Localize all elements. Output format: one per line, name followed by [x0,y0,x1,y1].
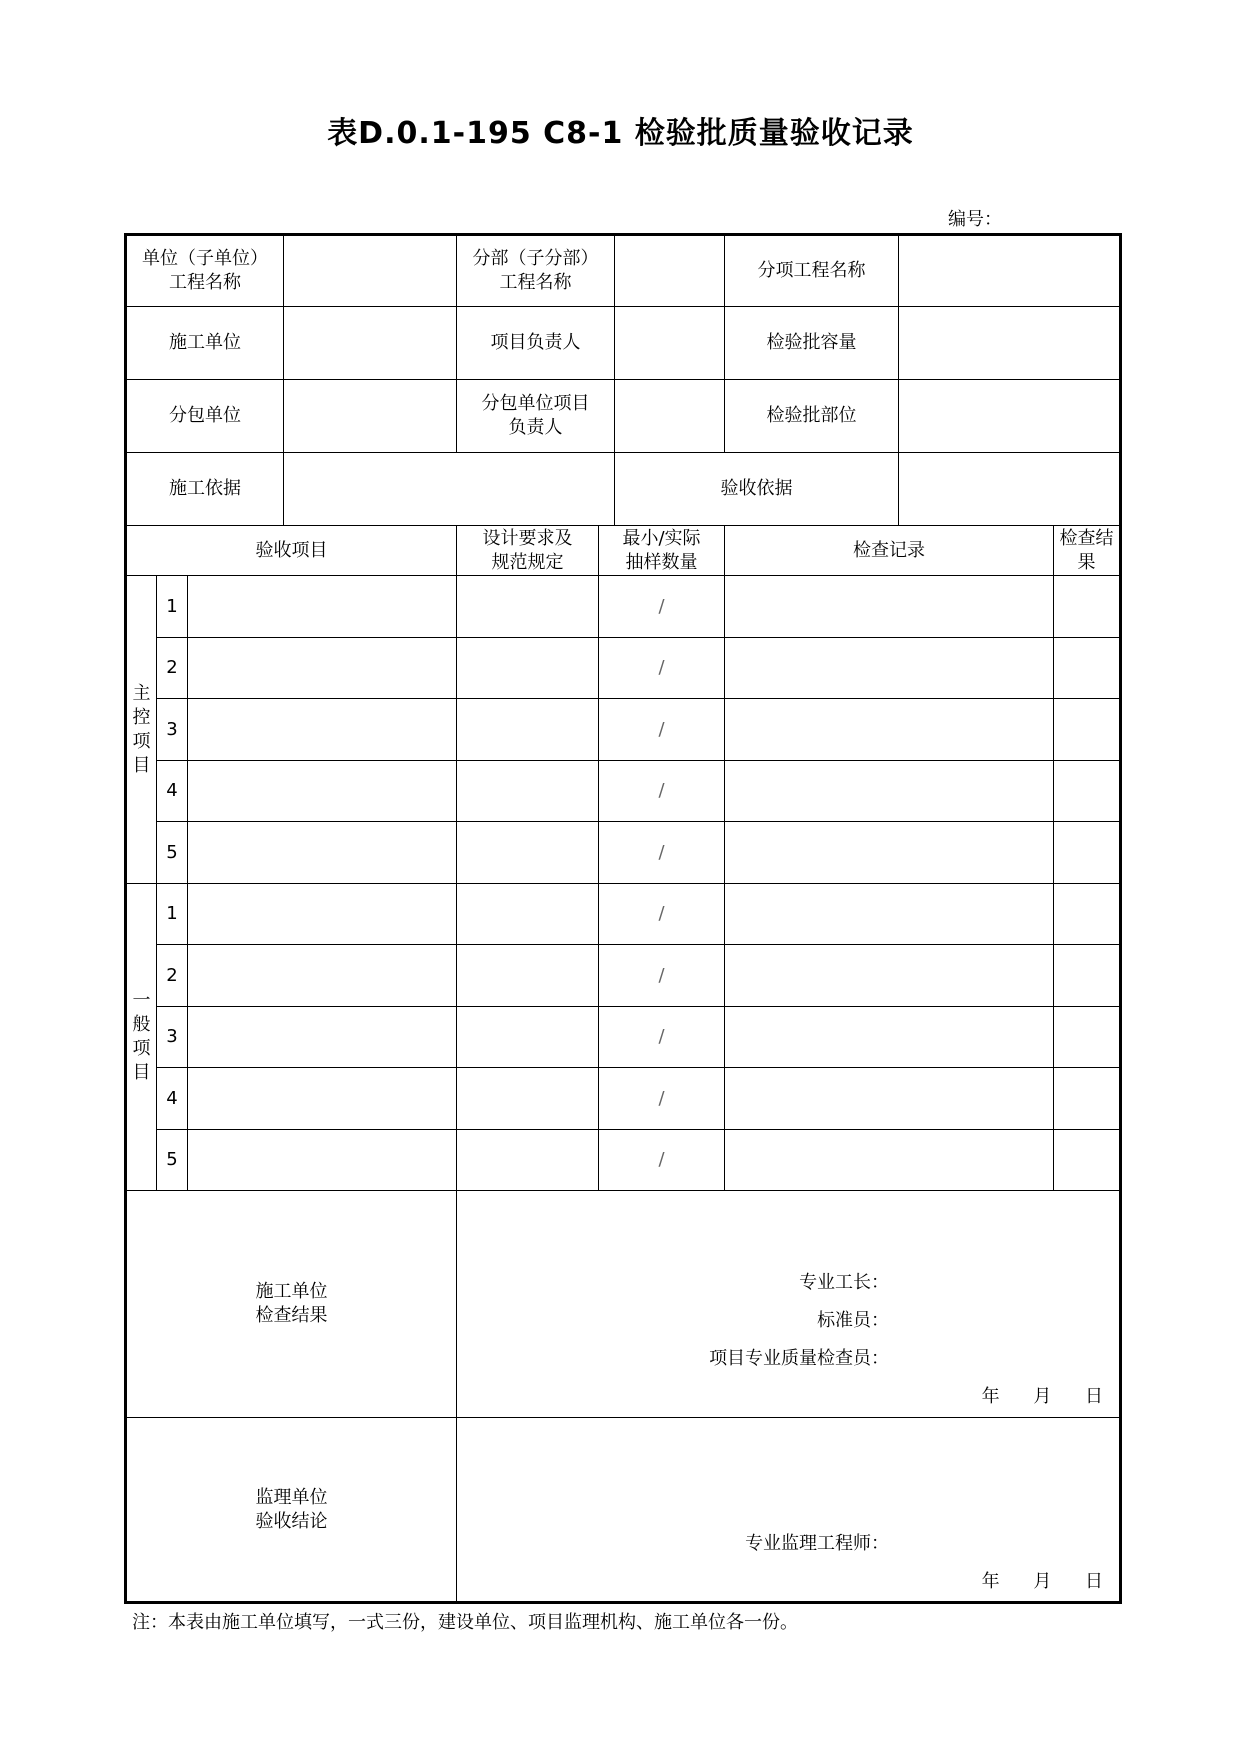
row-number: 2 [157,945,188,1007]
item-field[interactable] [188,945,457,1007]
quality-inspector-signature-label: 项目专业质量检查员： [709,1348,890,1369]
acceptance-basis-field[interactable] [899,453,1121,526]
sub-division-name-label: 分部（子分部） 工程名称 [457,235,615,307]
design-requirement-field[interactable] [457,884,599,945]
column-header-item: 验收项目 [126,526,457,576]
sample-quantity-field[interactable]: / [599,884,725,945]
supervision-conclusion-label: 监理单位 验收结论 [126,1418,457,1603]
sample-quantity-field[interactable]: / [599,1007,725,1068]
design-requirement-field[interactable] [457,576,599,638]
row-number: 2 [157,638,188,699]
sample-quantity-field[interactable]: / [599,945,725,1007]
check-record-field[interactable] [725,699,1054,761]
row-number: 4 [157,761,188,822]
check-record-field[interactable] [725,945,1054,1007]
acceptance-basis-label: 验收依据 [615,453,899,526]
row-number: 4 [157,1068,188,1130]
footnote: 注：本表由施工单位填写，一式三份，建设单位、项目监理机构、施工单位各一份。 [132,1612,798,1633]
construction-check-result-label: 施工单位 检查结果 [126,1191,457,1418]
check-result-field[interactable] [1054,1130,1121,1191]
check-result-field[interactable] [1054,945,1121,1007]
construction-check-result-area[interactable] [457,1191,1121,1418]
column-header-check-record: 检查记录 [725,526,1054,576]
row-number: 1 [157,576,188,638]
check-record-field[interactable] [725,1130,1054,1191]
row-number: 3 [157,699,188,761]
supervision-date: 年 月 日 [981,1571,1116,1592]
document-number-label: 编号： [948,209,1002,230]
supervision-engineer-signature-label: 专业监理工程师： [745,1533,890,1554]
standard-officer-signature-label: 标准员： [817,1310,890,1331]
construction-unit-field[interactable] [284,307,457,380]
row-number: 1 [157,884,188,945]
column-header-design-requirement: 设计要求及 规范规定 [457,526,599,576]
design-requirement-field[interactable] [457,1068,599,1130]
item-field[interactable] [188,699,457,761]
foreman-signature-label: 专业工长： [799,1272,890,1293]
general-items-label: 一 般 项 目 [126,884,157,1191]
subcontractor-manager-label: 分包单位项目 负责人 [457,380,615,453]
design-requirement-field[interactable] [457,945,599,1007]
unit-project-name-field[interactable] [284,235,457,307]
construction-basis-label: 施工依据 [126,453,284,526]
check-result-field[interactable] [1054,1068,1121,1130]
sample-quantity-field[interactable]: / [599,761,725,822]
item-field[interactable] [188,638,457,699]
project-manager-label: 项目负责人 [457,307,615,380]
check-result-field[interactable] [1054,822,1121,884]
design-requirement-field[interactable] [457,638,599,699]
check-record-field[interactable] [725,1068,1054,1130]
construction-unit-label: 施工单位 [126,307,284,380]
check-record-field[interactable] [725,576,1054,638]
batch-capacity-field[interactable] [899,307,1121,380]
design-requirement-field[interactable] [457,822,599,884]
inspection-form-table [124,233,1122,1604]
item-project-name-field[interactable] [899,235,1121,307]
check-result-field[interactable] [1054,576,1121,638]
check-record-field[interactable] [725,884,1054,945]
item-field[interactable] [188,884,457,945]
row-number: 5 [157,822,188,884]
batch-location-label: 检验批部位 [725,380,899,453]
sample-quantity-field[interactable]: / [599,822,725,884]
check-result-field[interactable] [1054,761,1121,822]
column-header-check-result: 检查结果 [1054,526,1121,576]
item-field[interactable] [188,822,457,884]
item-field[interactable] [188,576,457,638]
item-project-name-label: 分项工程名称 [725,235,899,307]
construction-check-date: 年 月 日 [981,1386,1116,1407]
project-manager-field[interactable] [615,307,725,380]
sample-quantity-field[interactable]: / [599,1130,725,1191]
item-field[interactable] [188,1130,457,1191]
check-record-field[interactable] [725,638,1054,699]
design-requirement-field[interactable] [457,761,599,822]
check-result-field[interactable] [1054,1007,1121,1068]
main-control-items-label: 主 控 项 目 [126,576,157,884]
check-record-field[interactable] [725,761,1054,822]
sample-quantity-field[interactable]: / [599,1068,725,1130]
subcontractor-label: 分包单位 [126,380,284,453]
check-record-field[interactable] [725,822,1054,884]
item-field[interactable] [188,1007,457,1068]
unit-project-name-label: 单位（子单位） 工程名称 [126,235,284,307]
sample-quantity-field[interactable]: / [599,576,725,638]
check-result-field[interactable] [1054,638,1121,699]
column-header-sample-quantity: 最小/实际 抽样数量 [599,526,725,576]
subcontractor-manager-field[interactable] [615,380,725,453]
batch-location-field[interactable] [899,380,1121,453]
form-title: 表D.0.1-195 C8-1 检验批质量验收记录 [327,116,914,151]
design-requirement-field[interactable] [457,699,599,761]
item-field[interactable] [188,1068,457,1130]
sample-quantity-field[interactable]: / [599,638,725,699]
design-requirement-field[interactable] [457,1007,599,1068]
item-field[interactable] [188,761,457,822]
construction-basis-field[interactable] [284,453,615,526]
sample-quantity-field[interactable]: / [599,699,725,761]
subcontractor-field[interactable] [284,380,457,453]
row-number: 3 [157,1007,188,1068]
supervision-conclusion-area[interactable] [457,1418,1121,1603]
check-result-field[interactable] [1054,884,1121,945]
sub-division-name-field[interactable] [615,235,725,307]
batch-capacity-label: 检验批容量 [725,307,899,380]
design-requirement-field[interactable] [457,1130,599,1191]
row-number: 5 [157,1130,188,1191]
check-result-field[interactable] [1054,699,1121,761]
check-record-field[interactable] [725,1007,1054,1068]
